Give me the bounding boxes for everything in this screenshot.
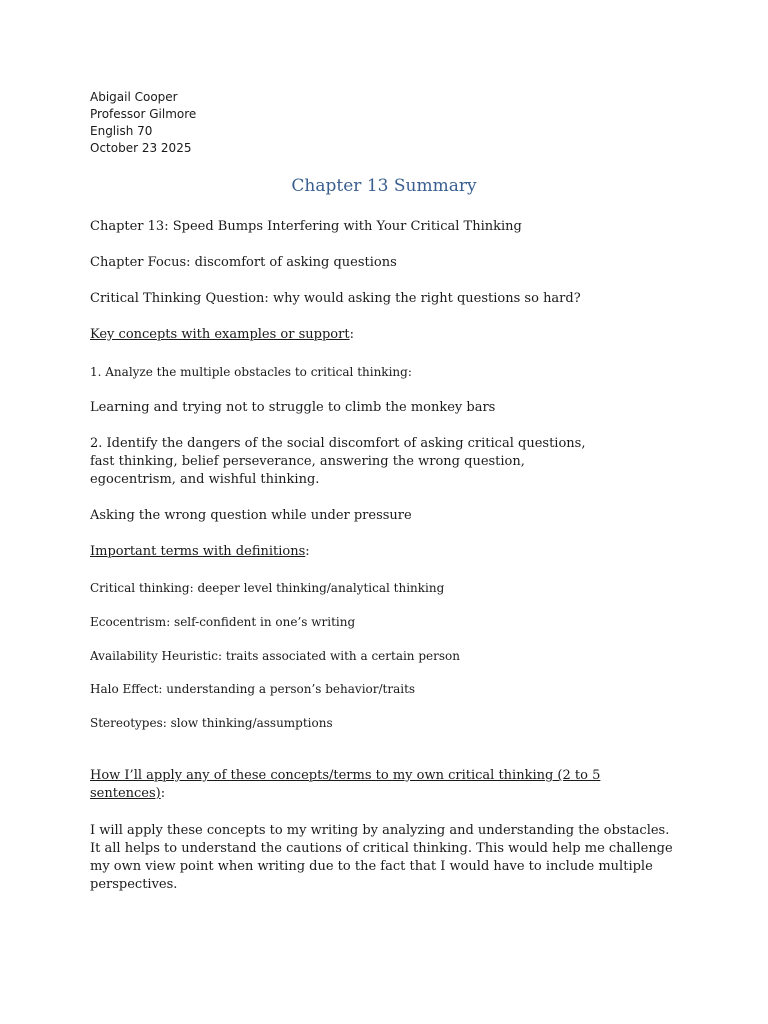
apply-body-line-1: I will apply these concepts to my writing by analyzing and understanding the obstacles. [90,823,670,838]
key-concept-support-1: Learning and trying not to struggle to climb the monkey bars [90,400,496,415]
key-concept-item-2-line-1: 2. Identify the dangers of the social discomfort of asking critical questions, [90,436,586,451]
question-line: Critical Thinking Question: why would asking the right questions so hard? [90,291,581,306]
apply-body-line-3: my own view point when writing due to the fact that I would have to include multiple [90,859,653,874]
document-title: Chapter 13 Summary [291,176,477,196]
author-header [90,89,196,157]
apply-colon: : [160,786,166,801]
professor-name: Professor Gilmore [90,107,197,121]
terms-colon: : [305,544,310,559]
apply-body-line-4: perspectives. [90,877,178,892]
term-item: Ecocentrism: self-confident in one’s writing [90,615,356,629]
chapter-line: Chapter 13: Speed Bumps Interfering with Your Critical Thinking [90,219,522,234]
terms-heading-text: Important terms with definitions [90,544,306,559]
apply-heading-text-1: How I’ll apply any of these concepts/terms to my own critical thinking (2 to 5 [90,768,601,783]
apply-heading-line-1 [90,767,600,785]
term-item: Stereotypes: slow thinking/assumptions [90,716,333,730]
terms-heading [90,543,310,561]
term-item: Halo Effect: understanding a person’s behavior/traits [90,682,416,696]
course-name: English 70 [90,124,153,138]
key-concepts-heading [90,326,354,344]
focus-line: Chapter Focus: discomfort of asking questions [90,255,397,270]
key-concept-item-1: 1. Analyze the multiple obstacles to critical thinking: [90,365,412,379]
apply-heading-line-2 [90,785,165,803]
document-date: October 23 2025 [90,141,192,155]
key-concepts-colon: : [349,327,354,342]
apply-heading-text-2: sentences) [90,786,161,801]
key-concept-support-2: Asking the wrong question while under pressure [90,508,412,523]
key-concepts-heading-text: Key concepts with examples or support [90,327,350,342]
student-name: Abigail Cooper [90,90,178,104]
term-item: Availability Heuristic: traits associated with a certain person [90,649,460,663]
key-concept-item-2-line-3: egocentrism, and wishful thinking. [90,472,320,487]
apply-body-line-2: It all helps to understand the cautions of critical thinking. This would help me challenge [90,841,673,856]
term-item: Critical thinking: deeper level thinking/analytical thinking [90,581,445,595]
key-concept-item-2-line-2: fast thinking, belief perseverance, answering the wrong question, [90,454,525,469]
